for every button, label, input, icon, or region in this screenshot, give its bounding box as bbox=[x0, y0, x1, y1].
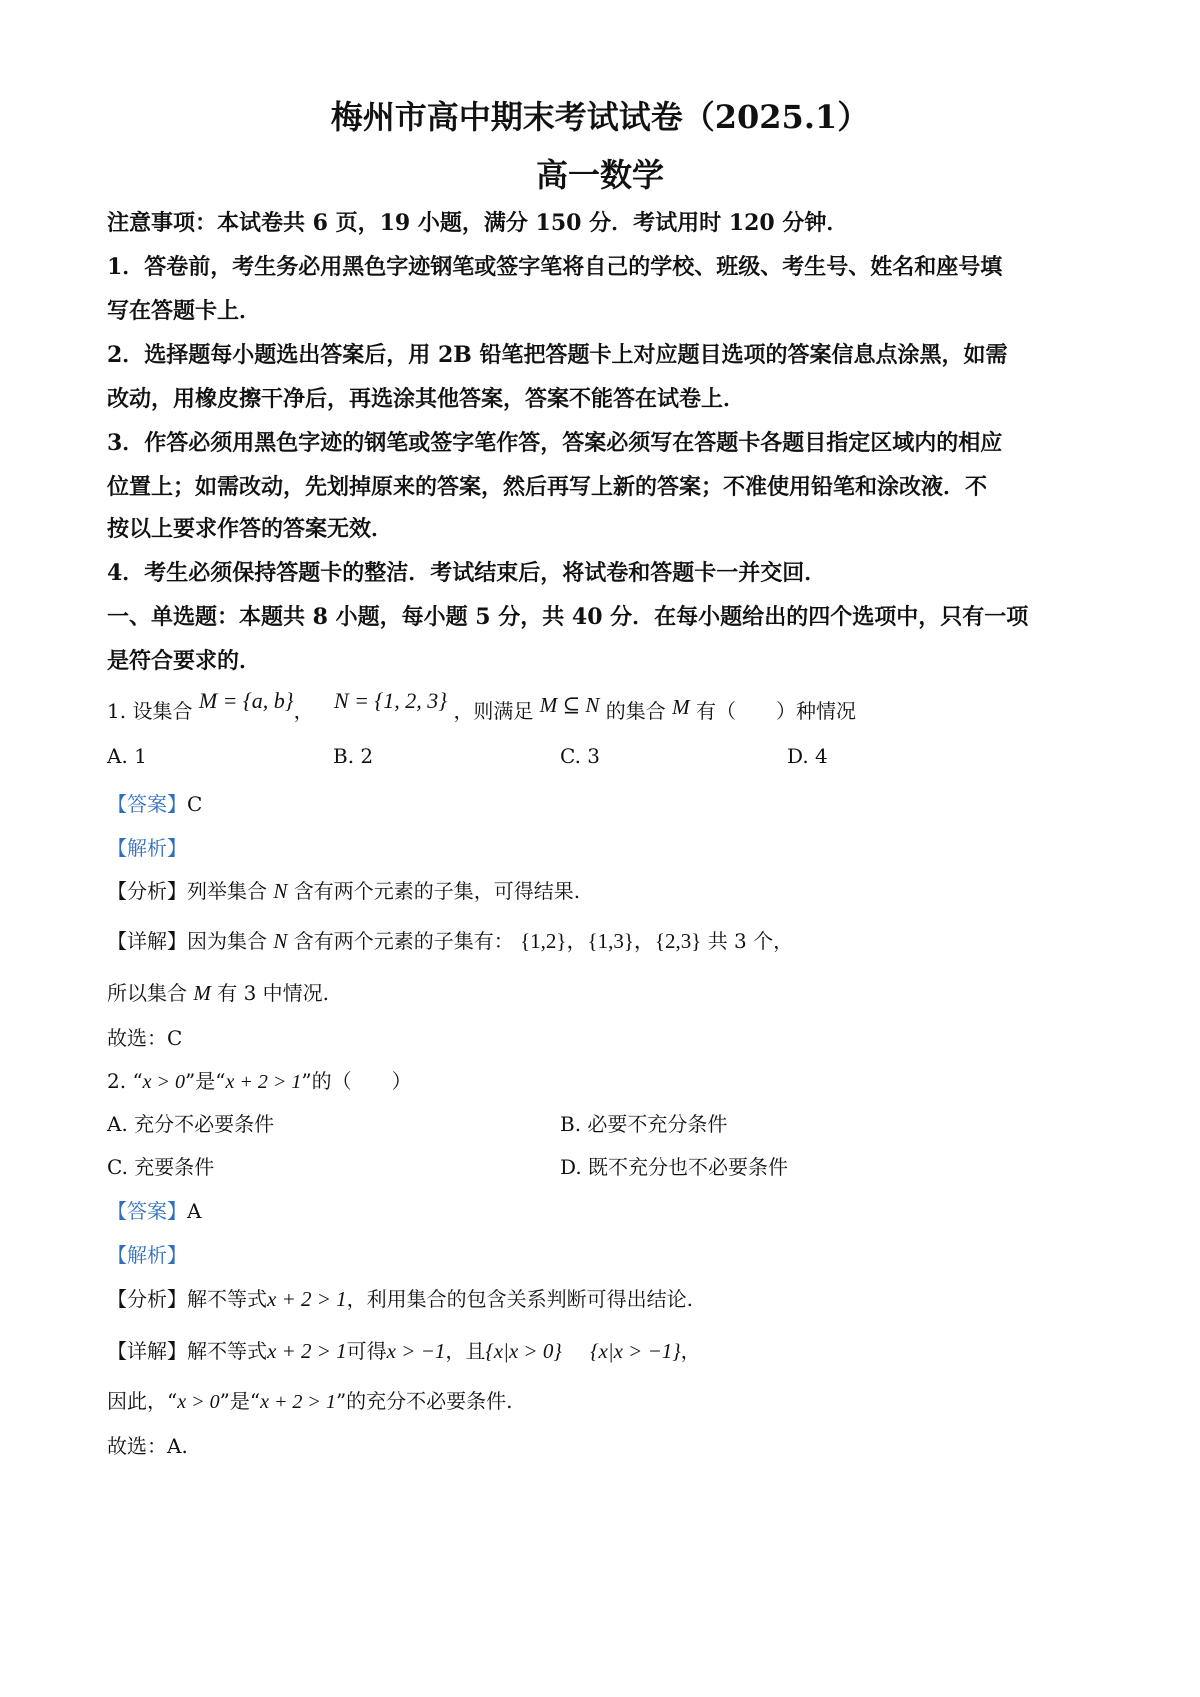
q2-xiangjie-b: 可得 bbox=[346, 1339, 387, 1363]
q2-cond2: x + 2 > 1 bbox=[225, 1071, 302, 1093]
q2-cond1: x > 0 bbox=[142, 1071, 186, 1093]
q2-conc-math1: x > 0 bbox=[177, 1391, 220, 1413]
q1-mid: ，则满足 bbox=[453, 699, 534, 723]
q1-answer-tag: 【答案】 bbox=[107, 792, 187, 816]
q2-analysis-tag: 【解析】 bbox=[107, 1243, 187, 1267]
q1-fenxi-line bbox=[107, 875, 580, 904]
q2-xiangjie-c: ，且 bbox=[445, 1339, 486, 1363]
q2-conc-b: ”是“ bbox=[219, 1389, 261, 1413]
section-heading-b: 是符合要求的． bbox=[107, 648, 262, 674]
question-2-stem bbox=[107, 1065, 412, 1094]
q1-xiangjie-line bbox=[107, 925, 793, 955]
q2-xiangjie-line bbox=[107, 1335, 701, 1364]
q2-option-c: C. 充要条件 bbox=[107, 1155, 215, 1179]
q2-option-a: A. 充分不必要条件 bbox=[107, 1112, 275, 1136]
q1-count-tail: 共 3 个， bbox=[707, 929, 794, 953]
q1-fenxi-var: N bbox=[273, 879, 288, 903]
q2-option-d: D. 既不充分也不必要条件 bbox=[560, 1155, 789, 1179]
q1-answer: C bbox=[187, 792, 203, 816]
q2-fenxi-line bbox=[107, 1283, 693, 1312]
q2-fenxi-math: x + 2 > 1 bbox=[267, 1287, 347, 1311]
question-1-stem: 1. 设集合 M = {a, b}， N = {1, 2, 3} ，则满足 M ⊆ N 的集合 M 有（ ）种情况 bbox=[107, 688, 856, 723]
q1-line2-b: 有 3 中情况. bbox=[217, 981, 330, 1005]
q1-line2-a: 所以集合 bbox=[107, 981, 187, 1005]
q1-set-m: M = {a, b} bbox=[198, 688, 294, 713]
q2-fenxi-a: 【分析】解不等式 bbox=[107, 1287, 267, 1311]
q2-xiangjie-a: 【详解】解不等式 bbox=[107, 1339, 267, 1363]
q1-subsets: {1,2}，{1,3}，{2,3} bbox=[520, 929, 702, 953]
q1-relation: M ⊆ N bbox=[539, 693, 600, 717]
q2-conclusion-line bbox=[107, 1385, 513, 1414]
q1-xiangjie-var: N bbox=[273, 929, 288, 953]
q2-fenxi-b: ，利用集合的包含关系判断可得出结论. bbox=[346, 1287, 694, 1311]
q2-set-b: {x|x > −1} bbox=[590, 1339, 681, 1363]
q1-xiangjie-tail: 含有两个元素的子集有： bbox=[293, 929, 514, 953]
q1-fenxi: 【分析】列举集合 bbox=[107, 879, 267, 903]
q1-line2-var: M bbox=[193, 981, 211, 1005]
q2-conc-c: ”的充分不必要条件. bbox=[335, 1389, 513, 1413]
q1-answer-line bbox=[107, 788, 202, 817]
q2-choose: 故选：A. bbox=[107, 1434, 188, 1458]
q2-option-b: B. 必要不充分条件 bbox=[560, 1112, 728, 1136]
q1-end: 有（ ）种情况 bbox=[695, 699, 856, 723]
note-3-line-b: 位置上；如需改动，先划掉原来的答案，然后再写上新的答案；不准使用铅笔和涂改液．不 bbox=[107, 474, 988, 500]
q1-fenxi-tail: 含有两个元素的子集，可得结果. bbox=[293, 879, 581, 903]
note-2-line-a: 2．选择题每小题选出答案后，用 2B 铅笔把答题卡上对应题目选项的答案信息点涂黑，如需 bbox=[107, 342, 1008, 368]
q2-xiangjie-d: ， bbox=[680, 1339, 701, 1363]
q1-conclusion-line bbox=[107, 977, 329, 1006]
note-3-line-a: 3．作答必须用黑色字迹的钢笔或签字笔作答，答案必须写在答题卡各题目指定区域内的相应 bbox=[107, 430, 1003, 456]
q2-set-a: {x|x > 0} bbox=[485, 1339, 562, 1363]
q1-option-c: C. 3 bbox=[560, 744, 601, 768]
section-heading-a: 一、单选题：本题共 8 小题，每小题 5 分，共 40 分．在每小题给出的四个选项中，只有一项 bbox=[107, 604, 1029, 630]
q2-conc-a: 因此，“ bbox=[107, 1389, 178, 1413]
q2-stem-c: ”的（ ） bbox=[301, 1069, 412, 1093]
q1-analysis-tag: 【解析】 bbox=[107, 836, 187, 860]
note-3-line-c: 按以上要求作答的答案无效． bbox=[107, 516, 394, 542]
doc-subtitle: 高一数学 bbox=[535, 156, 664, 194]
q2-answer-line bbox=[107, 1195, 201, 1224]
doc-title: 梅州市高中期末考试试卷（2025.1） bbox=[330, 98, 870, 136]
q1-prefix: 1. 设集合 bbox=[107, 699, 193, 723]
q1-option-a: A. 1 bbox=[107, 744, 147, 768]
q1-set-n: N = {1, 2, 3} bbox=[333, 688, 448, 713]
q1-option-d: D. 4 bbox=[787, 744, 828, 768]
note-1-line-a: 1．答卷前，考生务必用黑色字迹钢笔或签字笔将自己的学校、班级、考生号、姓名和座号填 bbox=[107, 254, 1003, 280]
q1-var: M bbox=[672, 695, 690, 719]
notes-header: 注意事项：本试卷共 6 页，19 小题，满分 150 分．考试用时 120 分钟． bbox=[107, 210, 849, 236]
q2-xiangjie-math2: x > −1 bbox=[386, 1339, 446, 1363]
q2-conc-math2: x + 2 > 1 bbox=[260, 1391, 336, 1413]
q2-answer-tag: 【答案】 bbox=[107, 1199, 187, 1223]
q1-tail: 的集合 bbox=[605, 699, 666, 723]
q2-xiangjie-math1: x + 2 > 1 bbox=[267, 1339, 347, 1363]
q2-stem-b: ”是“ bbox=[185, 1069, 226, 1093]
q1-choose: 故选：C bbox=[107, 1026, 183, 1050]
q2-answer: A bbox=[187, 1199, 202, 1223]
q1-option-b: B. 2 bbox=[333, 744, 374, 768]
note-2-line-b: 改动，用橡皮擦干净后，再选涂其他答案，答案不能答在试卷上． bbox=[107, 386, 746, 412]
note-4: 4．考生必须保持答题卡的整洁．考试结束后，将试卷和答题卡一并交回． bbox=[107, 560, 827, 586]
note-1-line-b: 写在答题卡上． bbox=[107, 298, 262, 324]
q1-xiangjie: 【详解】因为集合 bbox=[107, 929, 267, 953]
q2-stem-a: 2. “ bbox=[107, 1069, 143, 1093]
